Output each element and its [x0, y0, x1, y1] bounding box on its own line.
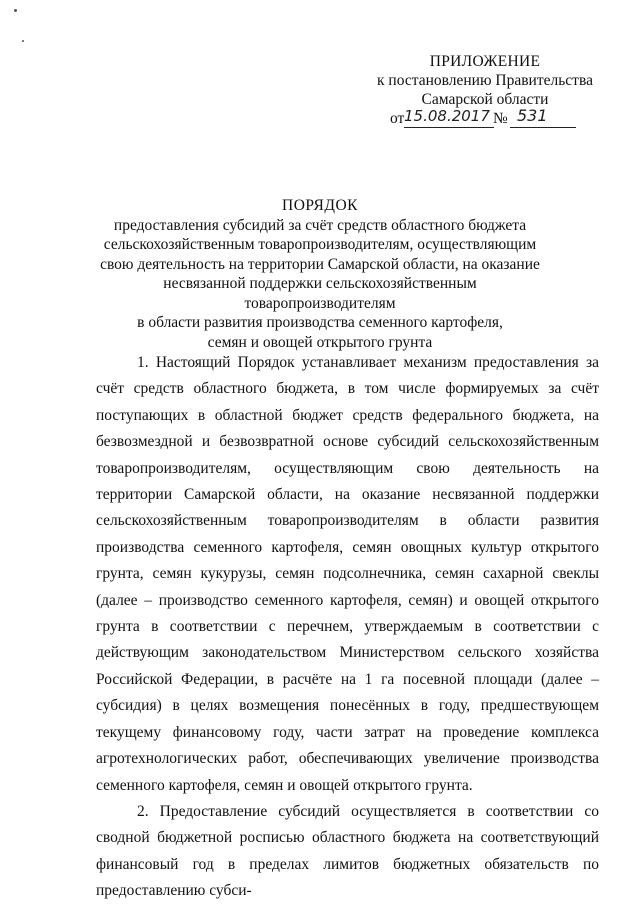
- scan-speck: [14, 9, 17, 12]
- approval-date-line: [380, 106, 598, 128]
- approval-title: ПРИЛОЖЕНИЕ: [429, 53, 541, 70]
- number-sign: №: [493, 110, 508, 127]
- document-body: [96, 350, 599, 905]
- approval-line-2: Самарской области: [421, 91, 549, 108]
- approval-line-1: к постановлению Правительства: [377, 72, 593, 89]
- heading-line: семян и овощей открытого грунта: [207, 333, 433, 351]
- handwritten-date: 15.08.2017: [404, 107, 490, 125]
- date-underline: [404, 127, 494, 128]
- date-prefix: от: [390, 110, 405, 127]
- document-heading: [90, 196, 550, 352]
- approval-block: [372, 52, 598, 128]
- number-underline: [510, 127, 576, 128]
- scan-speck: [22, 40, 24, 42]
- body-paragraph: 2. Предоставление субсидий осуществляется в соответствии со сводной бюджетной росписью областного бюджета на соответствующий финансовый год в пределах лимитов бюджетных обязательств по предоставлению субси-: [96, 802, 599, 900]
- heading-line: предоставления субсидий за счёт средств областного бюджета: [113, 216, 527, 234]
- body-paragraph: 1. Настоящий Порядок устанавливает механизм предоставления за счёт средств областного бюджета, в том числе формируемых за счёт поступающих в областной бюджет средств федерального бюджета, на безвозмездной и безвозвратной основе субсидий сельскохозяйственным товаропроизводителям, осуществляющим свою деятельность на территории Самарской области, на оказание несвязанной поддержки сельскохозяйственным товаропроизводителям в области развития производства семенного картофеля, семян овощных культур открытого грунта, семян кукурузы, семян подсолнечника, семян сахарной свеклы (далее – производство семенного картофеля, семян) и овощей открытого грунта в соответствии с перечнем, утверждаемым в соответствии с действующим законодательством Министерством сельского хозяйства Российской Федерации, в расчёте на 1 га посевной площади (далее – субсидия) в целях возмещения понесённых в году, предшествующем текущему финансовому году, части затрат на проведение комплекса агротехнологических работ, обеспечивающих увеличение производства семенного картофеля, семян и овощей открытого грунта.: [96, 354, 599, 794]
- document-title: ПОРЯДОК: [282, 197, 358, 214]
- heading-line: в области развития производства семенного картофеля,: [137, 314, 503, 331]
- heading-line: сельскохозяйственным товаропроизводителям, осуществляющим: [103, 236, 537, 253]
- heading-line: несвязанной поддержки сельскохозяйственным товаропроизводителям: [163, 275, 477, 312]
- heading-line: свою деятельность на территории Самарской области, на оказание: [100, 255, 540, 273]
- handwritten-number: 531: [517, 106, 548, 125]
